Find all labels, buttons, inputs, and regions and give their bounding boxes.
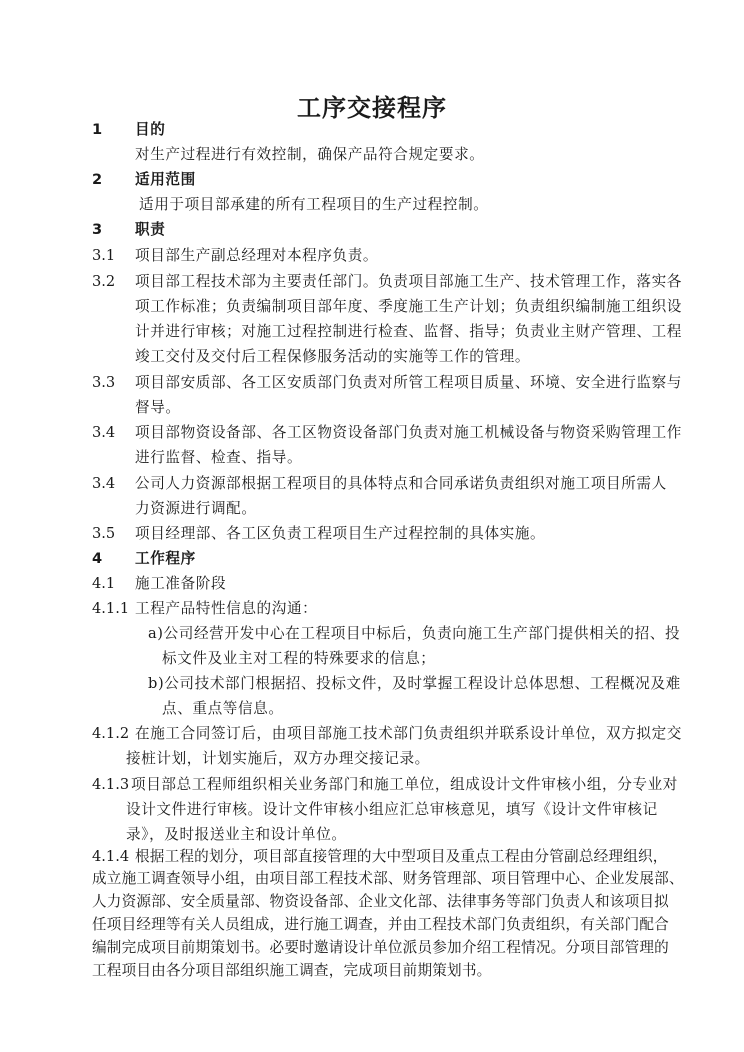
section-heading: 职责 [135, 221, 166, 238]
paragraph-line: 成立施工调查领导小组，由项目部工程技术部、财务管理部、项目管理中心、企业发展部、 [92, 870, 684, 887]
paragraph-line: 点、重点等信息。 [162, 700, 284, 717]
paragraph-line: 项工作标准；负责编制项目部年度、季度施工生产计划；负责组织编制施工组织设 [135, 298, 682, 315]
paragraph-line: b)公司技术部门根据招、投标文件，及时掌握工程设计总体思想、工程概况及难 [148, 675, 681, 692]
paragraph-line: 任项目经理等有关人员组成，进行施工调查，并由工程技术部门负责组织，有关部门配合 [92, 916, 669, 933]
section-heading: 工作程序 [135, 550, 196, 567]
paragraph-line: 在施工合同签订后，由项目部施工技术部门负责组织并联系设计单位，双方拟定交 [135, 725, 682, 742]
item-number: 3.5 [92, 525, 116, 542]
paragraph-line: 项目经理部、各工区负责工程项目生产过程控制的具体实施。 [135, 525, 546, 542]
item-number: 3.4 [92, 475, 116, 492]
section-number: 1 [92, 121, 103, 138]
item-number: 4.1.3 [92, 776, 130, 793]
item-number: 4.1.2 [92, 725, 130, 742]
paragraph-line: 计并进行审核；对施工过程控制进行检查、监督、指导；负责业主财产管理、工程 [135, 323, 682, 340]
paragraph-line: 项目部总工程师组织相关业务部门和施工单位，组成设计文件审核小组，分专业对 [131, 776, 678, 793]
section-heading: 目的 [135, 121, 166, 138]
paragraph-line: 人力资源部、安全质量部、物资设备部、企业文化部、法律事务等部门负责人和该项目拟 [92, 893, 669, 910]
item-number: 4.1 [92, 575, 116, 592]
paragraph-line: 进行监督、检查、指导。 [135, 449, 303, 466]
paragraph-line: 工程项目由各分项目部组织施工调查，完成项目前期策划书。 [92, 962, 492, 979]
item-number: 3.4 [92, 424, 116, 441]
paragraph-line: 项目部安质部、各工区安质部门负责对所管工程项目质量、环境、安全进行监察与 [135, 374, 682, 391]
paragraph-line: 力资源进行调配。 [135, 500, 257, 517]
item-number: 3.1 [92, 247, 116, 264]
paragraph-line: 录》，及时报送业主和设计单位。 [126, 826, 347, 843]
page-title: 工序交接程序 [297, 94, 447, 122]
paragraph-line: 公司人力资源部根据工程项目的具体特点和合同承诺负责组织对施工项目所需人 [135, 475, 667, 492]
section-heading: 适用范围 [135, 171, 196, 188]
paragraph-line: 适用于项目部承建的所有工程项目的生产过程控制。 [139, 196, 489, 213]
section-number: 3 [92, 221, 103, 238]
paragraph-line: 竣工交付及交付后工程保修服务活动的实施等工作的管理。 [135, 348, 531, 365]
paragraph-line: 施工准备阶段 [135, 575, 227, 592]
paragraph-line: a)公司经营开发中心在工程项目中标后，负责向施工生产部门提供相关的招、投 [148, 625, 681, 642]
item-number: 4.1.1 [92, 600, 130, 617]
paragraph-line: 项目部工程技术部为主要责任部门。负责项目部施工生产、技术管理工作，落实各 [135, 273, 682, 290]
section-number: 2 [92, 171, 103, 188]
section-number: 4 [92, 550, 103, 567]
item-number: 4.1.4 [92, 848, 130, 865]
paragraph-line: 项目部物资设备部、各工区物资设备部门负责对施工机械设备与物资采购管理工作 [135, 424, 682, 441]
paragraph-line: 标文件及业主对工程的特殊要求的信息； [162, 650, 436, 667]
paragraph-line: 接桩计划，计划实施后，双方办理交接记录。 [126, 750, 430, 767]
paragraph-line: 项目部生产副总经理对本程序负责。 [135, 247, 379, 264]
paragraph-line: 督导。 [135, 399, 181, 416]
paragraph-line: 根据工程的划分，项目部直接管理的大中型项目及重点工程由分管副总经理组织， [135, 848, 668, 865]
paragraph-line: 设计文件进行审核。设计文件审核小组应汇总审核意见，填写《设计文件审核记 [126, 801, 658, 818]
item-number: 3.3 [92, 374, 116, 391]
paragraph-line: 对生产过程进行有效控制，确保产品符合规定要求。 [135, 146, 485, 163]
item-number: 3.2 [92, 273, 116, 290]
paragraph-line: 工程产品特性信息的沟通： [135, 600, 318, 617]
paragraph-line: 编制完成项目前期策划书。必要时邀请设计单位派员参加介绍工程情况。分项目部管理的 [92, 939, 669, 956]
